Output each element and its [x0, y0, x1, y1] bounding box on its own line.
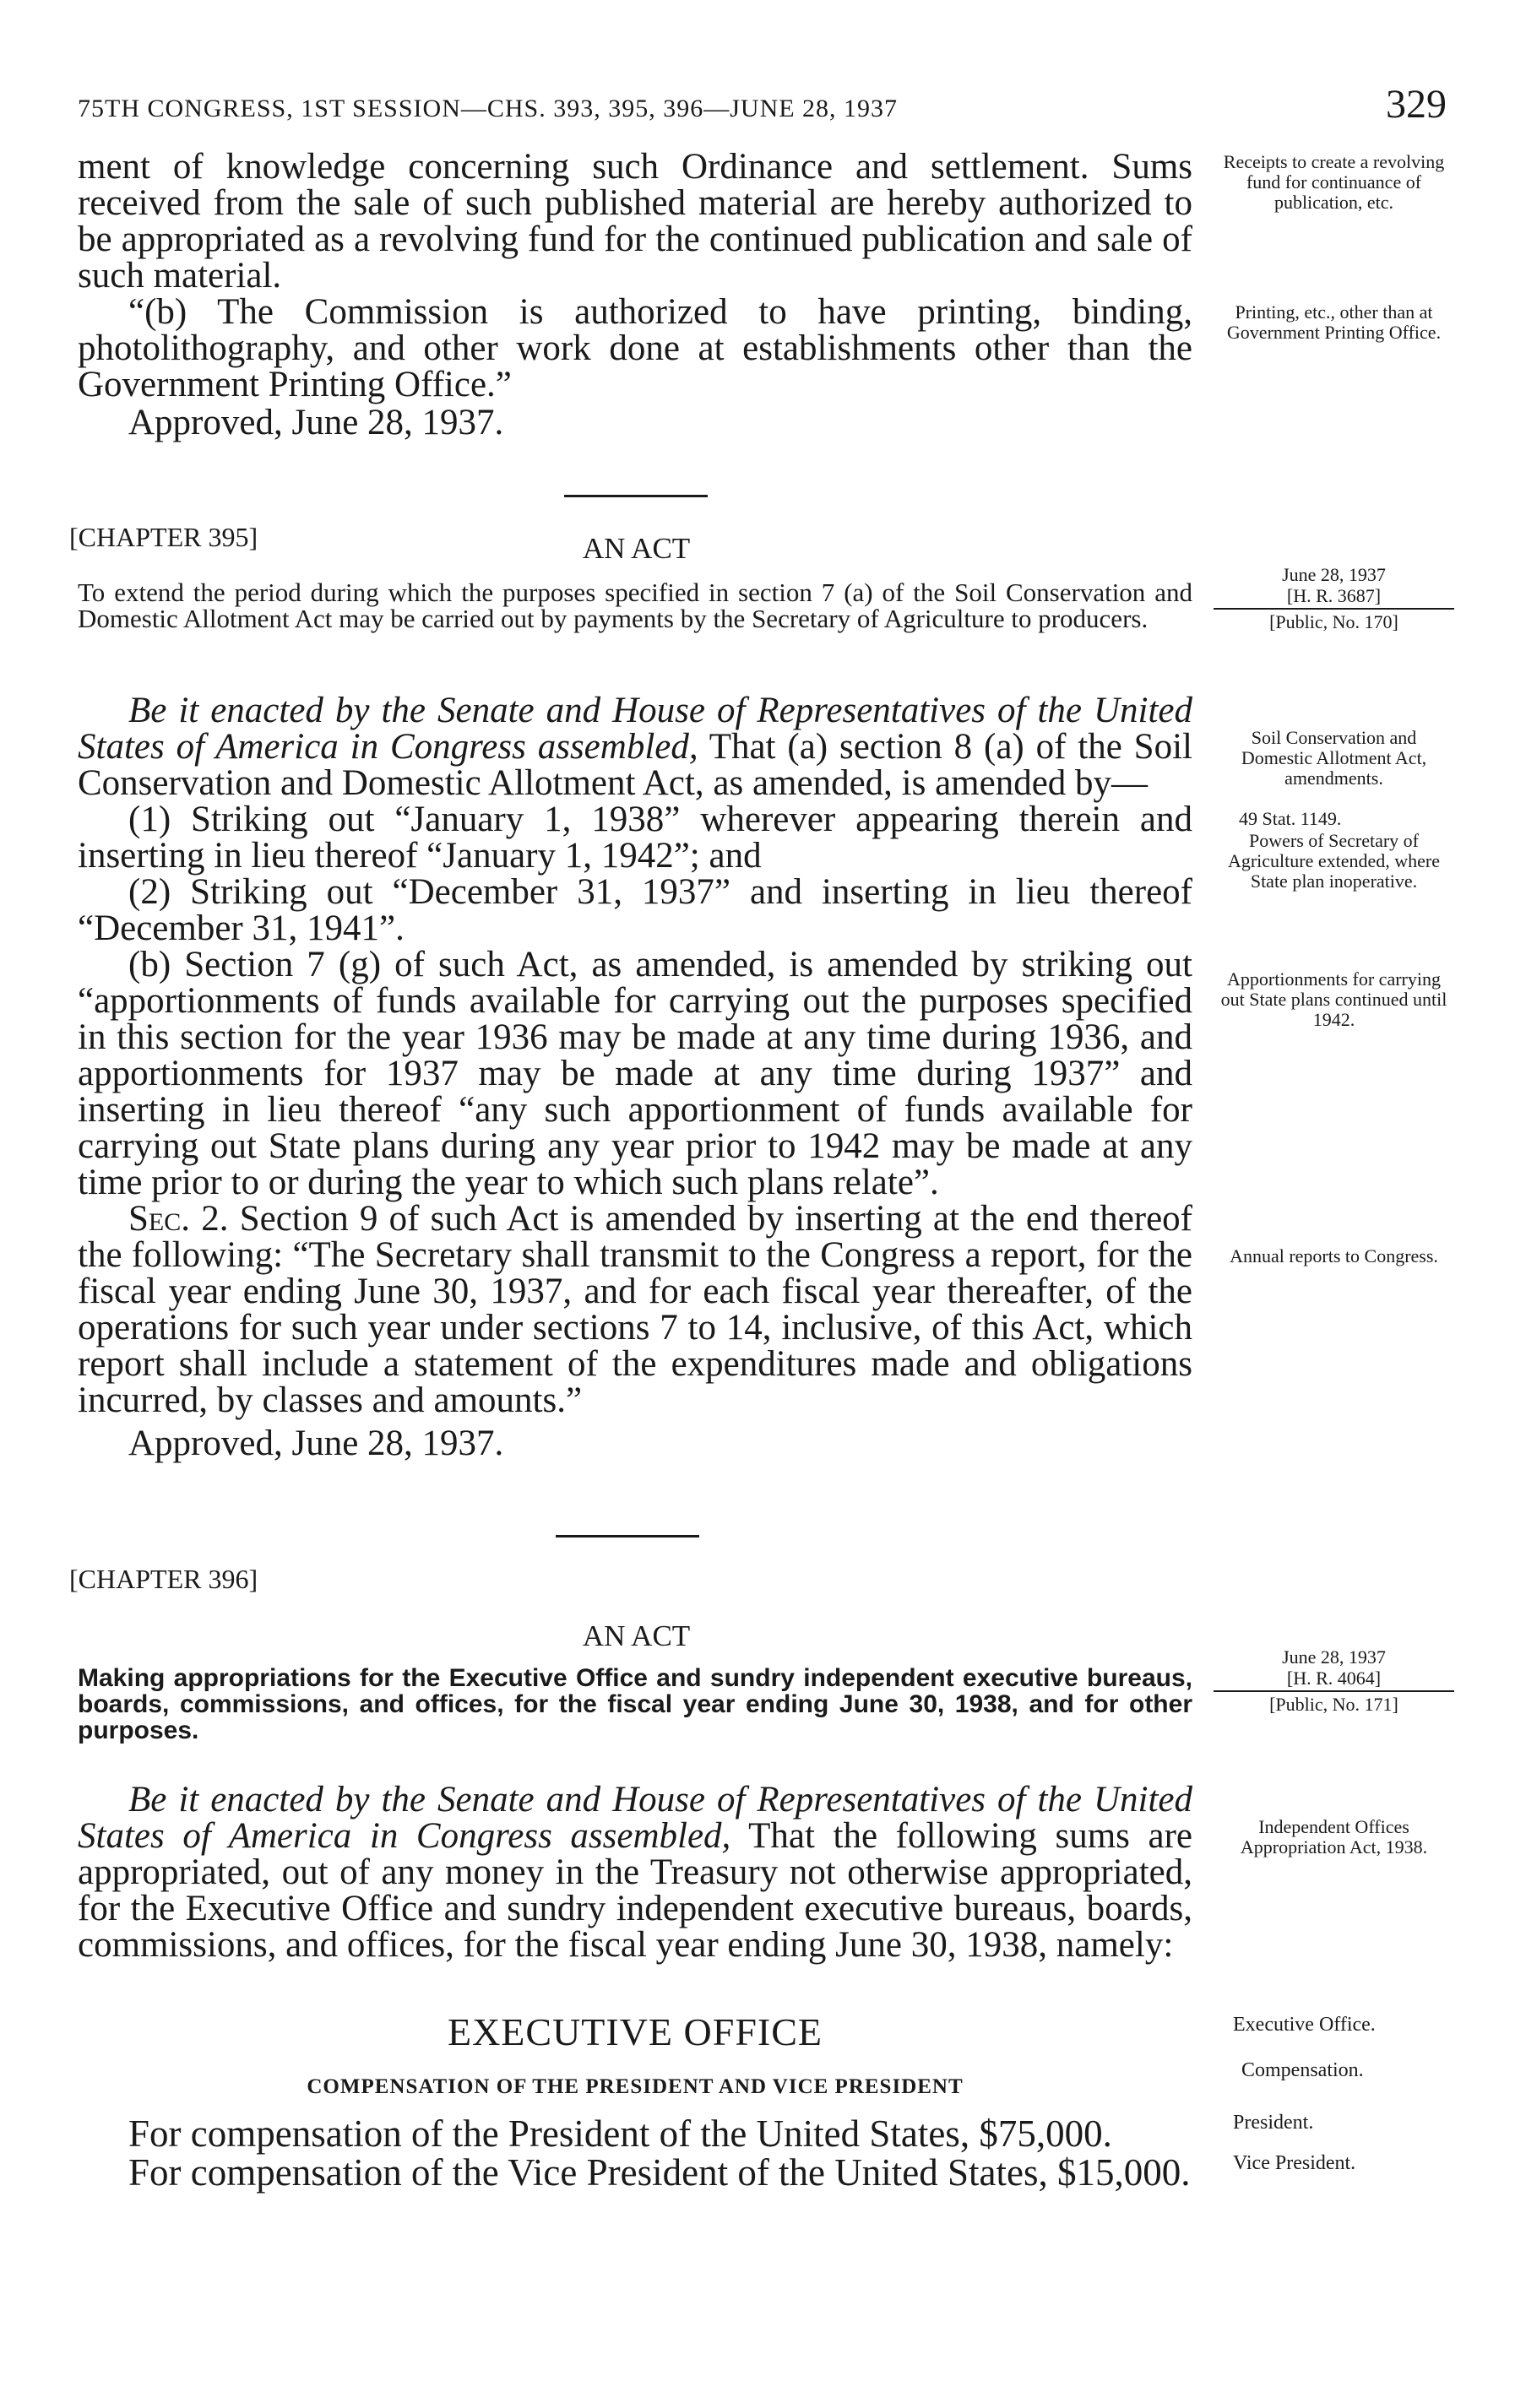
paragraph-receipts: ment of knowledge concerning such Ordinance and settlement. Sums received from the sale of such published material are hereby authorized to be appropriated as a revolving fund for the continued publication and sale of such material. — [78, 147, 1192, 296]
public-law-number: [Public, No. 171] — [1214, 1690, 1454, 1715]
margin-note-receipts: Receipts to create a revolving fund for continuance of publication, etc. — [1223, 151, 1445, 213]
approved-line: Approved, June 28, 1937. — [128, 403, 504, 442]
act-date: June 28, 1937 — [1282, 1646, 1386, 1668]
page-number: 329 — [1386, 82, 1447, 127]
margin-note-apportionments: Apportionments for carrying out State plans continued until 1942. — [1220, 968, 1447, 1030]
margin-note-vice-president: Vice President. — [1233, 2152, 1356, 2174]
compensation-subheading: COMPENSATION OF THE PRESIDENT AND VICE PRESIDENT — [307, 2075, 964, 2098]
act-title: Making appropriations for the Executive Office and sundry independent executive bureaus, boards, commissions, and offices, for the fiscal year ending June 30, 1938, and for other purposes. — [78, 1664, 1192, 1744]
margin-note-printing: Printing, etc., other than at Government Printing Office. — [1226, 301, 1442, 343]
section-2 — [78, 1201, 1192, 1418]
section-divider — [564, 495, 708, 497]
enacting-text: That the following sums are appropriated, out of any money in the Treasury not otherwise appropriated, for the Executive Office and sundry independent executive bureaus, boards, commissions, and offices, for the fiscal year ending June 30, 1938, namely: — [78, 1816, 1192, 1965]
enacting-formula: Be it enacted by the Senate and House of Representatives of the United States of America in Congress assembled, — [78, 1780, 1192, 1856]
chapter-395-label: [CHAPTER 395] — [69, 522, 258, 552]
amendment-item-2: (2) Striking out “December 31, 1937” and inserting in lieu thereof “December 31, 1941”. — [78, 872, 1192, 948]
act-date: June 28, 1937 — [1282, 564, 1386, 585]
vice-president-compensation: For compensation of the Vice President of the United States, $15,000. — [128, 2151, 1191, 2194]
section-divider — [556, 1535, 699, 1538]
president-compensation: For compensation of the President of the United States, $75,000. — [128, 2112, 1112, 2155]
public-law-number: [Public, No. 170] — [1214, 608, 1454, 632]
paragraph-printing: “(b) The Commission is authorized to have printing, binding, photolithography, and other work done at establishments other than the Government Printing Office.” — [78, 292, 1192, 404]
an-act-heading: AN ACT — [582, 532, 691, 565]
approved-line: Approved, June 28, 1937. — [128, 1424, 504, 1463]
an-act-heading: AN ACT — [582, 1619, 691, 1652]
enacting-clause — [78, 692, 1192, 801]
section-label: Sec. 2. — [128, 1199, 229, 1239]
paragraph-b: (b) Section 7 (g) of such Act, as amended, is amended by striking out “apportionments of funds available for carrying out the purposes specified in this section for the year 1936 may be made at any time during 1936, and apportionments for 1937 may be made at any time during 1937” and inserting in lieu thereof “any such apportionment of funds available for carrying out State plans during any year prior to 1942 may be made at any time prior to or during the year to which such plans relate”. — [78, 945, 1192, 1202]
enacting-clause — [78, 1782, 1192, 1963]
appropriation-lines — [78, 2114, 1192, 2192]
continuation-text — [78, 149, 1192, 441]
bill-info — [1214, 564, 1454, 632]
act-title: To extend the period during which the purposes specified in section 7 (a) of the Soil Conservation and Domestic Allotment Act may be carried out by payments by the Secretary of Agriculture to producers. — [78, 578, 1192, 633]
margin-note-president: President. — [1233, 2112, 1314, 2134]
bill-number: [H. R. 3687] — [1286, 585, 1382, 606]
running-head: 75TH CONGRESS, 1ST SESSION—CHS. 393, 395, 396—JUNE 28, 1937 — [78, 95, 899, 122]
margin-note-annual-reports: Annual reports to Congress. — [1230, 1245, 1438, 1266]
margin-note-compensation: Compensation. — [1241, 2059, 1364, 2081]
amendment-item-1: (1) Striking out “January 1, 1938” wherever appearing therein and inserting in lieu thereof “January 1, 1942”; and — [78, 800, 1192, 876]
margin-note-powers: Powers of Secretary of Agriculture extended, where State plan inoperative. — [1227, 830, 1441, 892]
margin-note-independent-offices: Independent Offices Appropriation Act, 1938. — [1240, 1816, 1428, 1858]
chapter-396-label: [CHAPTER 396] — [69, 1564, 258, 1594]
margin-note-soil: Soil Conservation and Domestic Allotment Act, amendments. — [1241, 727, 1427, 789]
enacting-text: That (a) section 8 (a) of the Soil Conservation and Domestic Allotment Act, as amended, is amended by— — [78, 727, 1192, 803]
section-2-text: Section 9 of such Act is amended by inserting at the end thereof the following: “The Secretary shall transmit to the Congress a report, for the fiscal year ending June 30, 1937, and for each fiscal year thereafter, of the operations for such year under sections 7 to 14, inclusive, of this Act, which report shall include a statement of the expenditures made and obligations incurred, by classes and amounts.” — [78, 1199, 1193, 1420]
enacting-formula: Be it enacted by the Senate and House of Representatives of the United States of America in Congress assembled, — [78, 691, 1192, 767]
executive-office-heading: EXECUTIVE OFFICE — [447, 2010, 823, 2053]
chapter-396-body — [78, 1782, 1192, 1963]
chapter-395-body — [78, 692, 1192, 1462]
margin-note-stat: 49 Stat. 1149. — [1239, 808, 1342, 829]
bill-number: [H. R. 4064] — [1286, 1668, 1382, 1689]
bill-info — [1214, 1646, 1454, 1715]
margin-note-executive-office: Executive Office. — [1233, 2014, 1376, 2036]
